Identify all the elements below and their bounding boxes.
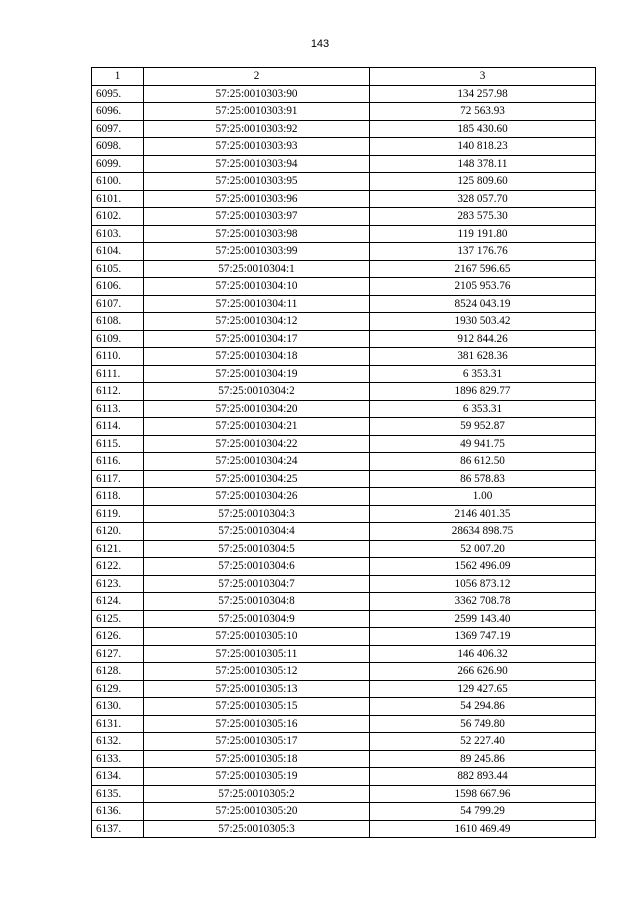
table-row [92, 610, 596, 628]
cadastral-value-cell: 1369 747.19 [370, 628, 596, 646]
table-row [92, 523, 596, 541]
row-number-cell: 6137. [92, 820, 144, 838]
cadastral-number-cell: 57:25:0010304:8 [144, 593, 370, 611]
cadastral-value-cell: 72 563.93 [370, 103, 596, 121]
table-row [92, 645, 596, 663]
table-row [92, 365, 596, 383]
cadastral-value-cell: 28634 898.75 [370, 523, 596, 541]
row-number-cell: 6135. [92, 785, 144, 803]
cadastral-value-cell: 49 941.75 [370, 435, 596, 453]
row-number-cell: 6112. [92, 383, 144, 401]
cadastral-number-cell: 57:25:0010303:96 [144, 190, 370, 208]
cadastral-value-table [91, 67, 596, 838]
cadastral-value-cell: 54 294.86 [370, 698, 596, 716]
row-number-cell: 6107. [92, 295, 144, 313]
row-number-cell: 6119. [92, 505, 144, 523]
cadastral-number-cell: 57:25:0010303:94 [144, 155, 370, 173]
cadastral-value-cell: 140 818.23 [370, 138, 596, 156]
cadastral-number-cell: 57:25:0010304:9 [144, 610, 370, 628]
cadastral-number-cell: 57:25:0010304:2 [144, 383, 370, 401]
cadastral-number-cell: 57:25:0010305:15 [144, 698, 370, 716]
cadastral-number-cell: 57:25:0010303:95 [144, 173, 370, 191]
cadastral-value-cell: 2599 143.40 [370, 610, 596, 628]
cadastral-value-cell: 328 057.70 [370, 190, 596, 208]
table-row [92, 138, 596, 156]
cadastral-number-cell: 57:25:0010305:20 [144, 803, 370, 821]
cadastral-number-cell: 57:25:0010304:4 [144, 523, 370, 541]
cadastral-number-cell: 57:25:0010305:13 [144, 680, 370, 698]
row-number-cell: 6095. [92, 85, 144, 103]
row-number-cell: 6125. [92, 610, 144, 628]
row-number-cell: 6126. [92, 628, 144, 646]
cadastral-number-cell: 57:25:0010304:1 [144, 260, 370, 278]
column-header-number: 1 [92, 68, 144, 86]
cadastral-number-cell: 57:25:0010304:18 [144, 348, 370, 366]
cadastral-number-cell: 57:25:0010305:12 [144, 663, 370, 681]
cadastral-value-cell: 146 406.32 [370, 645, 596, 663]
table-row [92, 348, 596, 366]
cadastral-number-cell: 57:25:0010305:11 [144, 645, 370, 663]
cadastral-number-cell: 57:25:0010303:90 [144, 85, 370, 103]
row-number-cell: 6116. [92, 453, 144, 471]
table-row [92, 400, 596, 418]
cadastral-number-cell: 57:25:0010304:7 [144, 575, 370, 593]
table-row [92, 505, 596, 523]
table-row [92, 715, 596, 733]
cadastral-value-cell: 2105 953.76 [370, 278, 596, 296]
row-number-cell: 6121. [92, 540, 144, 558]
table-header-row [92, 68, 596, 86]
table-row [92, 330, 596, 348]
table-row [92, 120, 596, 138]
row-number-cell: 6096. [92, 103, 144, 121]
row-number-cell: 6109. [92, 330, 144, 348]
table-row [92, 418, 596, 436]
row-number-cell: 6113. [92, 400, 144, 418]
cadastral-value-cell: 129 427.65 [370, 680, 596, 698]
row-number-cell: 6106. [92, 278, 144, 296]
row-number-cell: 6100. [92, 173, 144, 191]
row-number-cell: 6105. [92, 260, 144, 278]
cadastral-value-cell: 1056 873.12 [370, 575, 596, 593]
cadastral-value-cell: 6 353.31 [370, 400, 596, 418]
table-row [92, 295, 596, 313]
table-row [92, 698, 596, 716]
row-number-cell: 6123. [92, 575, 144, 593]
table-row [92, 488, 596, 506]
cadastral-value-cell: 89 245.86 [370, 750, 596, 768]
row-number-cell: 6128. [92, 663, 144, 681]
table-row [92, 278, 596, 296]
cadastral-number-cell: 57:25:0010304:19 [144, 365, 370, 383]
table-row [92, 155, 596, 173]
table-row [92, 558, 596, 576]
table-row [92, 208, 596, 226]
table-row [92, 575, 596, 593]
cadastral-number-cell: 57:25:0010303:98 [144, 225, 370, 243]
cadastral-value-cell: 2146 401.35 [370, 505, 596, 523]
cadastral-number-cell: 57:25:0010304:12 [144, 313, 370, 331]
table-row [92, 103, 596, 121]
row-number-cell: 6117. [92, 470, 144, 488]
cadastral-number-cell: 57:25:0010304:25 [144, 470, 370, 488]
table-row [92, 225, 596, 243]
table-row [92, 190, 596, 208]
row-number-cell: 6124. [92, 593, 144, 611]
row-number-cell: 6111. [92, 365, 144, 383]
table-row [92, 593, 596, 611]
cadastral-value-cell: 119 191.80 [370, 225, 596, 243]
table-row [92, 313, 596, 331]
table-row [92, 470, 596, 488]
table-row [92, 628, 596, 646]
cadastral-value-cell: 6 353.31 [370, 365, 596, 383]
cadastral-value-cell: 1896 829.77 [370, 383, 596, 401]
cadastral-number-cell: 57:25:0010304:22 [144, 435, 370, 453]
table-row [92, 663, 596, 681]
cadastral-value-cell: 52 007.20 [370, 540, 596, 558]
table-row [92, 435, 596, 453]
table-row [92, 243, 596, 261]
table-row [92, 173, 596, 191]
row-number-cell: 6102. [92, 208, 144, 226]
cadastral-number-cell: 57:25:0010305:3 [144, 820, 370, 838]
row-number-cell: 6099. [92, 155, 144, 173]
cadastral-value-cell: 56 749.80 [370, 715, 596, 733]
row-number-cell: 6127. [92, 645, 144, 663]
table-row [92, 85, 596, 103]
cadastral-value-cell: 1562 496.09 [370, 558, 596, 576]
cadastral-number-cell: 57:25:0010304:10 [144, 278, 370, 296]
cadastral-number-cell: 57:25:0010304:17 [144, 330, 370, 348]
cadastral-number-cell: 57:25:0010304:21 [144, 418, 370, 436]
column-header-cadastral-number: 2 [144, 68, 370, 86]
cadastral-number-cell: 57:25:0010303:97 [144, 208, 370, 226]
table-row [92, 540, 596, 558]
row-number-cell: 6136. [92, 803, 144, 821]
cadastral-value-cell: 52 227.40 [370, 733, 596, 751]
cadastral-value-cell: 137 176.76 [370, 243, 596, 261]
table-row [92, 453, 596, 471]
row-number-cell: 6120. [92, 523, 144, 541]
row-number-cell: 6101. [92, 190, 144, 208]
cadastral-value-cell: 1598 667.96 [370, 785, 596, 803]
row-number-cell: 6115. [92, 435, 144, 453]
table-row [92, 260, 596, 278]
cadastral-value-cell: 1610 469.49 [370, 820, 596, 838]
table-row [92, 768, 596, 786]
cadastral-value-cell: 283 575.30 [370, 208, 596, 226]
cadastral-number-cell: 57:25:0010305:2 [144, 785, 370, 803]
cadastral-value-cell: 125 809.60 [370, 173, 596, 191]
cadastral-value-cell: 134 257.98 [370, 85, 596, 103]
row-number-cell: 6133. [92, 750, 144, 768]
row-number-cell: 6129. [92, 680, 144, 698]
table-row [92, 680, 596, 698]
table-row [92, 803, 596, 821]
cadastral-number-cell: 57:25:0010304:3 [144, 505, 370, 523]
table-row [92, 733, 596, 751]
row-number-cell: 6131. [92, 715, 144, 733]
cadastral-value-cell: 54 799.29 [370, 803, 596, 821]
cadastral-value-cell: 59 952.87 [370, 418, 596, 436]
cadastral-value-cell: 2167 596.65 [370, 260, 596, 278]
cadastral-number-cell: 57:25:0010305:10 [144, 628, 370, 646]
cadastral-number-cell: 57:25:0010305:16 [144, 715, 370, 733]
cadastral-number-cell: 57:25:0010303:93 [144, 138, 370, 156]
table-row [92, 785, 596, 803]
cadastral-number-cell: 57:25:0010305:19 [144, 768, 370, 786]
row-number-cell: 6118. [92, 488, 144, 506]
cadastral-number-cell: 57:25:0010303:91 [144, 103, 370, 121]
table-body [92, 85, 596, 838]
cadastral-number-cell: 57:25:0010303:92 [144, 120, 370, 138]
cadastral-number-cell: 57:25:0010305:17 [144, 733, 370, 751]
cadastral-number-cell: 57:25:0010304:11 [144, 295, 370, 313]
cadastral-value-cell: 266 626.90 [370, 663, 596, 681]
row-number-cell: 6098. [92, 138, 144, 156]
cadastral-value-cell: 86 612.50 [370, 453, 596, 471]
row-number-cell: 6104. [92, 243, 144, 261]
row-number-cell: 6097. [92, 120, 144, 138]
cadastral-value-cell: 1.00 [370, 488, 596, 506]
cadastral-value-cell: 148 378.11 [370, 155, 596, 173]
cadastral-number-cell: 57:25:0010304:5 [144, 540, 370, 558]
row-number-cell: 6132. [92, 733, 144, 751]
cadastral-number-cell: 57:25:0010304:24 [144, 453, 370, 471]
cadastral-number-cell: 57:25:0010304:26 [144, 488, 370, 506]
table-row [92, 820, 596, 838]
cadastral-value-cell: 381 628.36 [370, 348, 596, 366]
cadastral-number-cell: 57:25:0010303:99 [144, 243, 370, 261]
cadastral-value-cell: 185 430.60 [370, 120, 596, 138]
cadastral-value-cell: 86 578.83 [370, 470, 596, 488]
cadastral-value-cell: 1930 503.42 [370, 313, 596, 331]
row-number-cell: 6108. [92, 313, 144, 331]
page-number: 143 [310, 38, 330, 50]
row-number-cell: 6103. [92, 225, 144, 243]
cadastral-value-cell: 3362 708.78 [370, 593, 596, 611]
cadastral-value-cell: 882 893.44 [370, 768, 596, 786]
row-number-cell: 6130. [92, 698, 144, 716]
cadastral-number-cell: 57:25:0010304:20 [144, 400, 370, 418]
cadastral-value-cell: 912 844.26 [370, 330, 596, 348]
row-number-cell: 6134. [92, 768, 144, 786]
row-number-cell: 6122. [92, 558, 144, 576]
row-number-cell: 6114. [92, 418, 144, 436]
cadastral-number-cell: 57:25:0010305:18 [144, 750, 370, 768]
cadastral-value-cell: 8524 043.19 [370, 295, 596, 313]
table-row [92, 383, 596, 401]
row-number-cell: 6110. [92, 348, 144, 366]
table-row [92, 750, 596, 768]
cadastral-number-cell: 57:25:0010304:6 [144, 558, 370, 576]
column-header-value: 3 [370, 68, 596, 86]
